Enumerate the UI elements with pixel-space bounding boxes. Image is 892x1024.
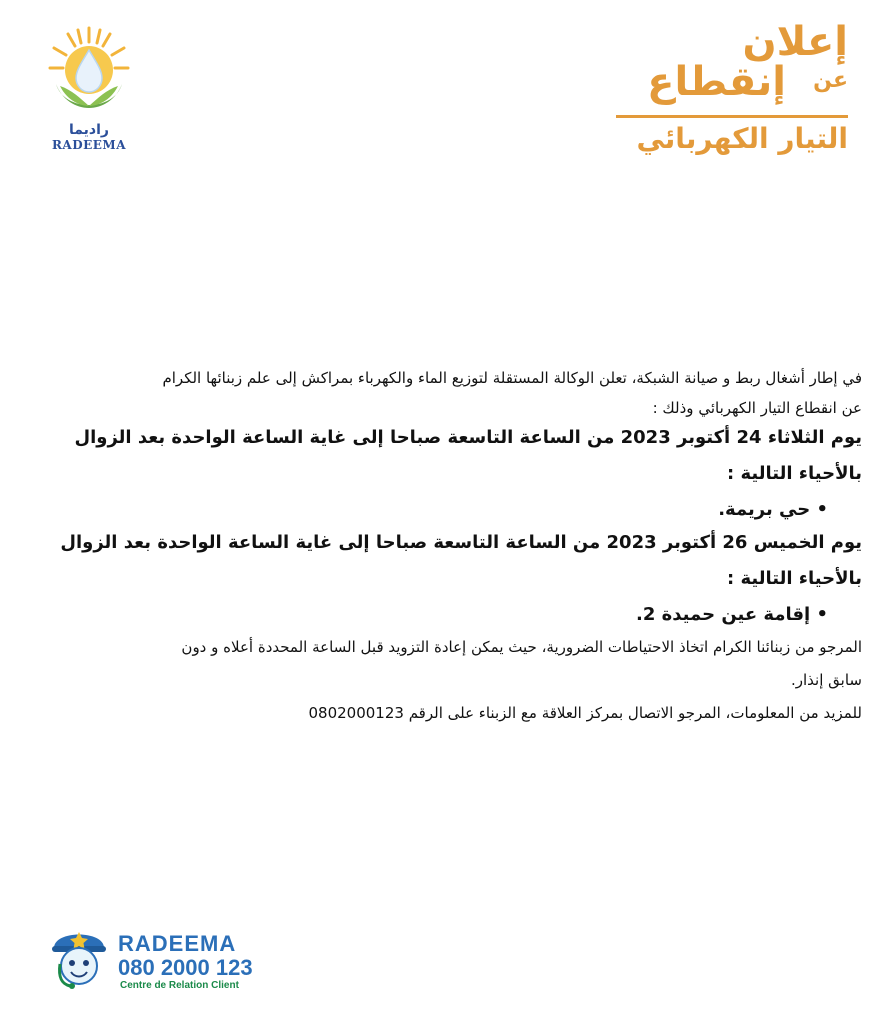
- headline-announcement: إعلان: [742, 19, 848, 65]
- announcement-body: [28, 368, 862, 723]
- customer-center-logo: [46, 918, 266, 998]
- headline-row-2: [588, 59, 848, 108]
- bullet-icon: •: [816, 604, 828, 625]
- bullet-icon: •: [816, 499, 828, 520]
- notice-line-2: سابق إنذار.: [791, 671, 862, 689]
- logo-arabic-text: راديما: [69, 122, 109, 138]
- day2-heading: يوم الخميس 26 أكتوبر 2023 من الساعة التاسعة صباحا إلى غاية الساعة الواحدة بعد الزوال: [60, 532, 862, 553]
- day2-district-item: [28, 603, 862, 627]
- day1-district-item: [28, 498, 862, 522]
- intro-line-1: في إطار أشغال ربط و صيانة الشبكة، تعلن الوكالة المستقلة لتوزيع الماء والكهرباء بمراكش إلى علم زبنائها الكرام: [162, 369, 862, 387]
- customer-center-text: [118, 932, 253, 992]
- day2-districts-label: بالأحياء التالية :: [727, 568, 862, 589]
- radeema-logo: [46, 26, 132, 158]
- headline-about: عن: [813, 68, 848, 93]
- notice-line-1: المرجو من زبنائنا الكرام اتخاذ الاحتياطات الضرورية، حيث يمكن إعادة التزويد قبل الساعة المحددة أعلاه و دون: [181, 638, 862, 656]
- brand-name: RADEEMA: [118, 931, 237, 956]
- center-subtitle: Centre de Relation Client: [120, 980, 239, 991]
- day1-districts-label: بالأحياء التالية :: [727, 463, 862, 484]
- day2-district-name: إقامة عين حميدة 2.: [636, 604, 811, 625]
- contact-line: للمزيد من المعلومات، المرجو الاتصال بمركز العلاقة مع الزبناء على الرقم 0802000123: [308, 704, 862, 722]
- agent-mascot-icon: [46, 918, 112, 996]
- day1-heading: يوم الثلاثاء 24 أكتوبر 2023 من الساعة التاسعة صباحا إلى غاية الساعة الواحدة بعد الزوال: [74, 427, 862, 448]
- announcement-headline: [588, 19, 848, 155]
- headline-electricity: التيار الكهربائي: [636, 122, 848, 155]
- headline-divider: [616, 115, 848, 118]
- logo-english-text: RADEEMA: [51, 138, 127, 152]
- day1-district-name: حي بريمة.: [718, 499, 811, 520]
- sun-water-drop-icon: [46, 26, 132, 122]
- contact-phone: 080 2000 123: [118, 955, 253, 980]
- headline-outage: إنقطاع: [647, 59, 786, 105]
- intro-line-2: عن انقطاع التيار الكهربائي وذلك :: [652, 399, 862, 417]
